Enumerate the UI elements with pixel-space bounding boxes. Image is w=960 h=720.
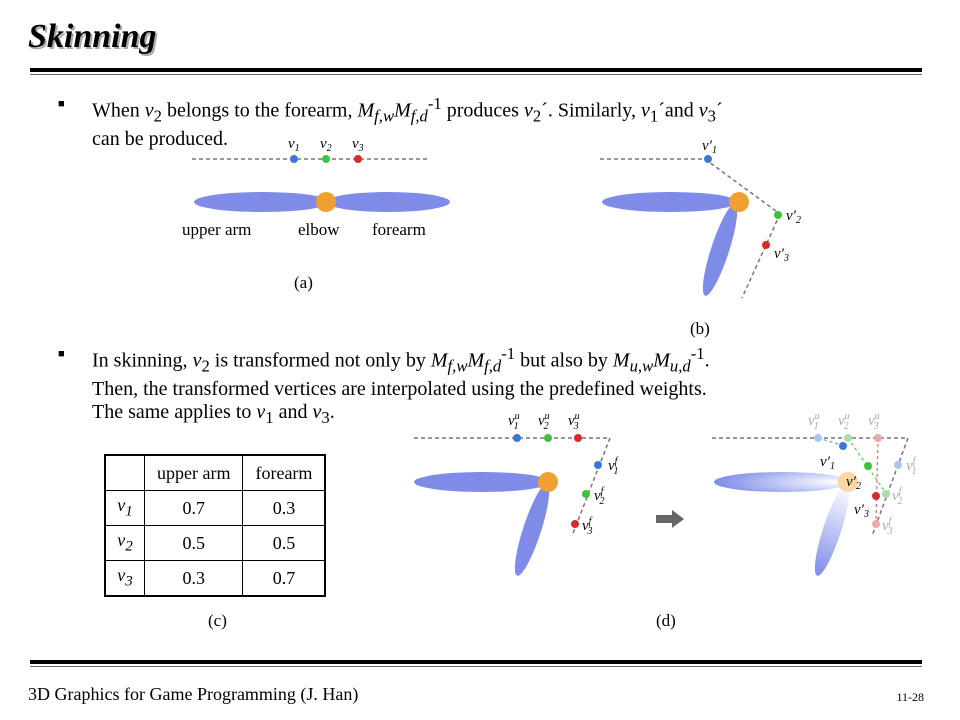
vertex-v1 bbox=[290, 155, 298, 163]
row-label-v1: $v_1$ bbox=[105, 491, 145, 526]
svg-text:vu2: $v^u$ 2 bbox=[538, 411, 550, 432]
elbow-joint bbox=[316, 192, 336, 212]
svg-text:v′3: $v'_3$ bbox=[854, 502, 869, 520]
forearm-bone-rotated bbox=[697, 202, 744, 299]
vertex-v2-prime bbox=[774, 211, 782, 219]
figure-b bbox=[600, 138, 801, 338]
vertex-v2 bbox=[322, 155, 330, 163]
svg-text:vf2: $v^f$ 2 bbox=[594, 486, 605, 507]
upper-arm-bone bbox=[194, 192, 330, 212]
svg-text:vf3: $v^f$ 3 bbox=[882, 516, 893, 537]
footer-rule bbox=[30, 660, 922, 664]
figure-d-left bbox=[414, 411, 619, 578]
upper-arm-bone bbox=[602, 192, 738, 212]
svg-text:vu1: $v^u$ 1 bbox=[508, 411, 520, 432]
svg-text:vu3: $v^u$ 3 bbox=[868, 411, 880, 432]
cell-v3-upper: 0.3 bbox=[145, 561, 243, 597]
svg-text:vu1: $v^u$ 1 bbox=[808, 411, 820, 432]
footer-book-title: 3D Graphics for Game Programming (J. Han) bbox=[28, 684, 359, 704]
svg-text:vf1: $v^f$ 1 bbox=[906, 456, 917, 477]
svg-text:vf2: $v^f$ 2 bbox=[892, 486, 903, 507]
forearm-bone bbox=[326, 192, 450, 212]
header-upper-arm: upper arm bbox=[145, 455, 243, 491]
bullet-1-text: When $v_2$ belongs to the forearm, $M_{f,w}M_{f,d}^{-1}$ produces $v_2´$. Similarly, $v_1´and$ $v_3´$ can be produced. bbox=[92, 94, 723, 150]
row-label-v3: $v_3$ bbox=[105, 561, 145, 597]
table-row bbox=[105, 526, 325, 561]
slide-title: Skinning bbox=[28, 18, 157, 55]
table-corner bbox=[105, 455, 145, 491]
label-upper-arm: upper arm bbox=[182, 220, 252, 239]
vertex-v1-prime bbox=[704, 155, 712, 163]
svg-text:vf1: $v^f$ 1 bbox=[608, 456, 619, 477]
cell-v3-fore: 0.7 bbox=[243, 561, 325, 597]
cell-v2-fore: 0.5 bbox=[243, 526, 325, 561]
label-elbow: elbow bbox=[298, 220, 340, 239]
svg-text:vf3: $v^f$ 3 bbox=[582, 516, 593, 537]
svg-text:vu2: $v^u$ 2 bbox=[838, 411, 850, 432]
bullet-2-text: In skinning, $v_2$ is transformed not only by $M_{f,w}M_{f,d}^{-1}$ but also by $M_{u,w}M_{u,d}^{-1}$. Then, the transformed vertices are interpolated using the predefined weights. The same applies to $v_1$ and $v_3$. bbox=[92, 344, 710, 427]
table-row bbox=[105, 561, 325, 597]
cell-v2-upper: 0.5 bbox=[145, 526, 243, 561]
page-number: 11-28 bbox=[896, 690, 924, 704]
label-forearm: forearm bbox=[372, 220, 426, 239]
cell-v1-fore: 0.3 bbox=[243, 491, 325, 526]
cell-v1-upper: 0.7 bbox=[145, 491, 243, 526]
svg-text:v′1: $v'_1$ bbox=[820, 454, 835, 472]
bullet-marker: ■ bbox=[58, 348, 65, 360]
svg-text:v′2: $v'_2$ bbox=[786, 208, 801, 226]
row-label-v2: $v_2$ bbox=[105, 526, 145, 561]
figure-a bbox=[182, 136, 450, 292]
bullet-marker: ■ bbox=[58, 98, 65, 110]
vertex-v3 bbox=[354, 155, 362, 163]
header-forearm: forearm bbox=[243, 455, 325, 491]
table-row bbox=[105, 491, 325, 526]
vertex-v3-prime bbox=[762, 241, 770, 249]
svg-text:v′3: $v'_3$ bbox=[774, 246, 789, 264]
footer-rule-thin bbox=[30, 666, 922, 667]
svg-text:v′1: $v'_1$ bbox=[702, 138, 717, 156]
elbow-joint bbox=[729, 192, 749, 212]
caption-c: (c) bbox=[208, 611, 227, 630]
caption-a: (a) bbox=[294, 273, 313, 292]
svg-text:v3: $v_3$ bbox=[352, 136, 364, 154]
svg-text:v1: $v_1$ bbox=[288, 136, 300, 154]
figure-d-right bbox=[712, 411, 917, 578]
arrow-icon bbox=[656, 510, 684, 528]
svg-text:v2: $v_2$ bbox=[320, 136, 332, 154]
caption-d: (d) bbox=[656, 611, 676, 630]
weights-table bbox=[104, 454, 326, 597]
caption-b: (b) bbox=[690, 319, 710, 338]
svg-text:vu3: $v^u$ 3 bbox=[568, 411, 580, 432]
svg-text:v′2: $v'_2$ bbox=[846, 474, 861, 492]
